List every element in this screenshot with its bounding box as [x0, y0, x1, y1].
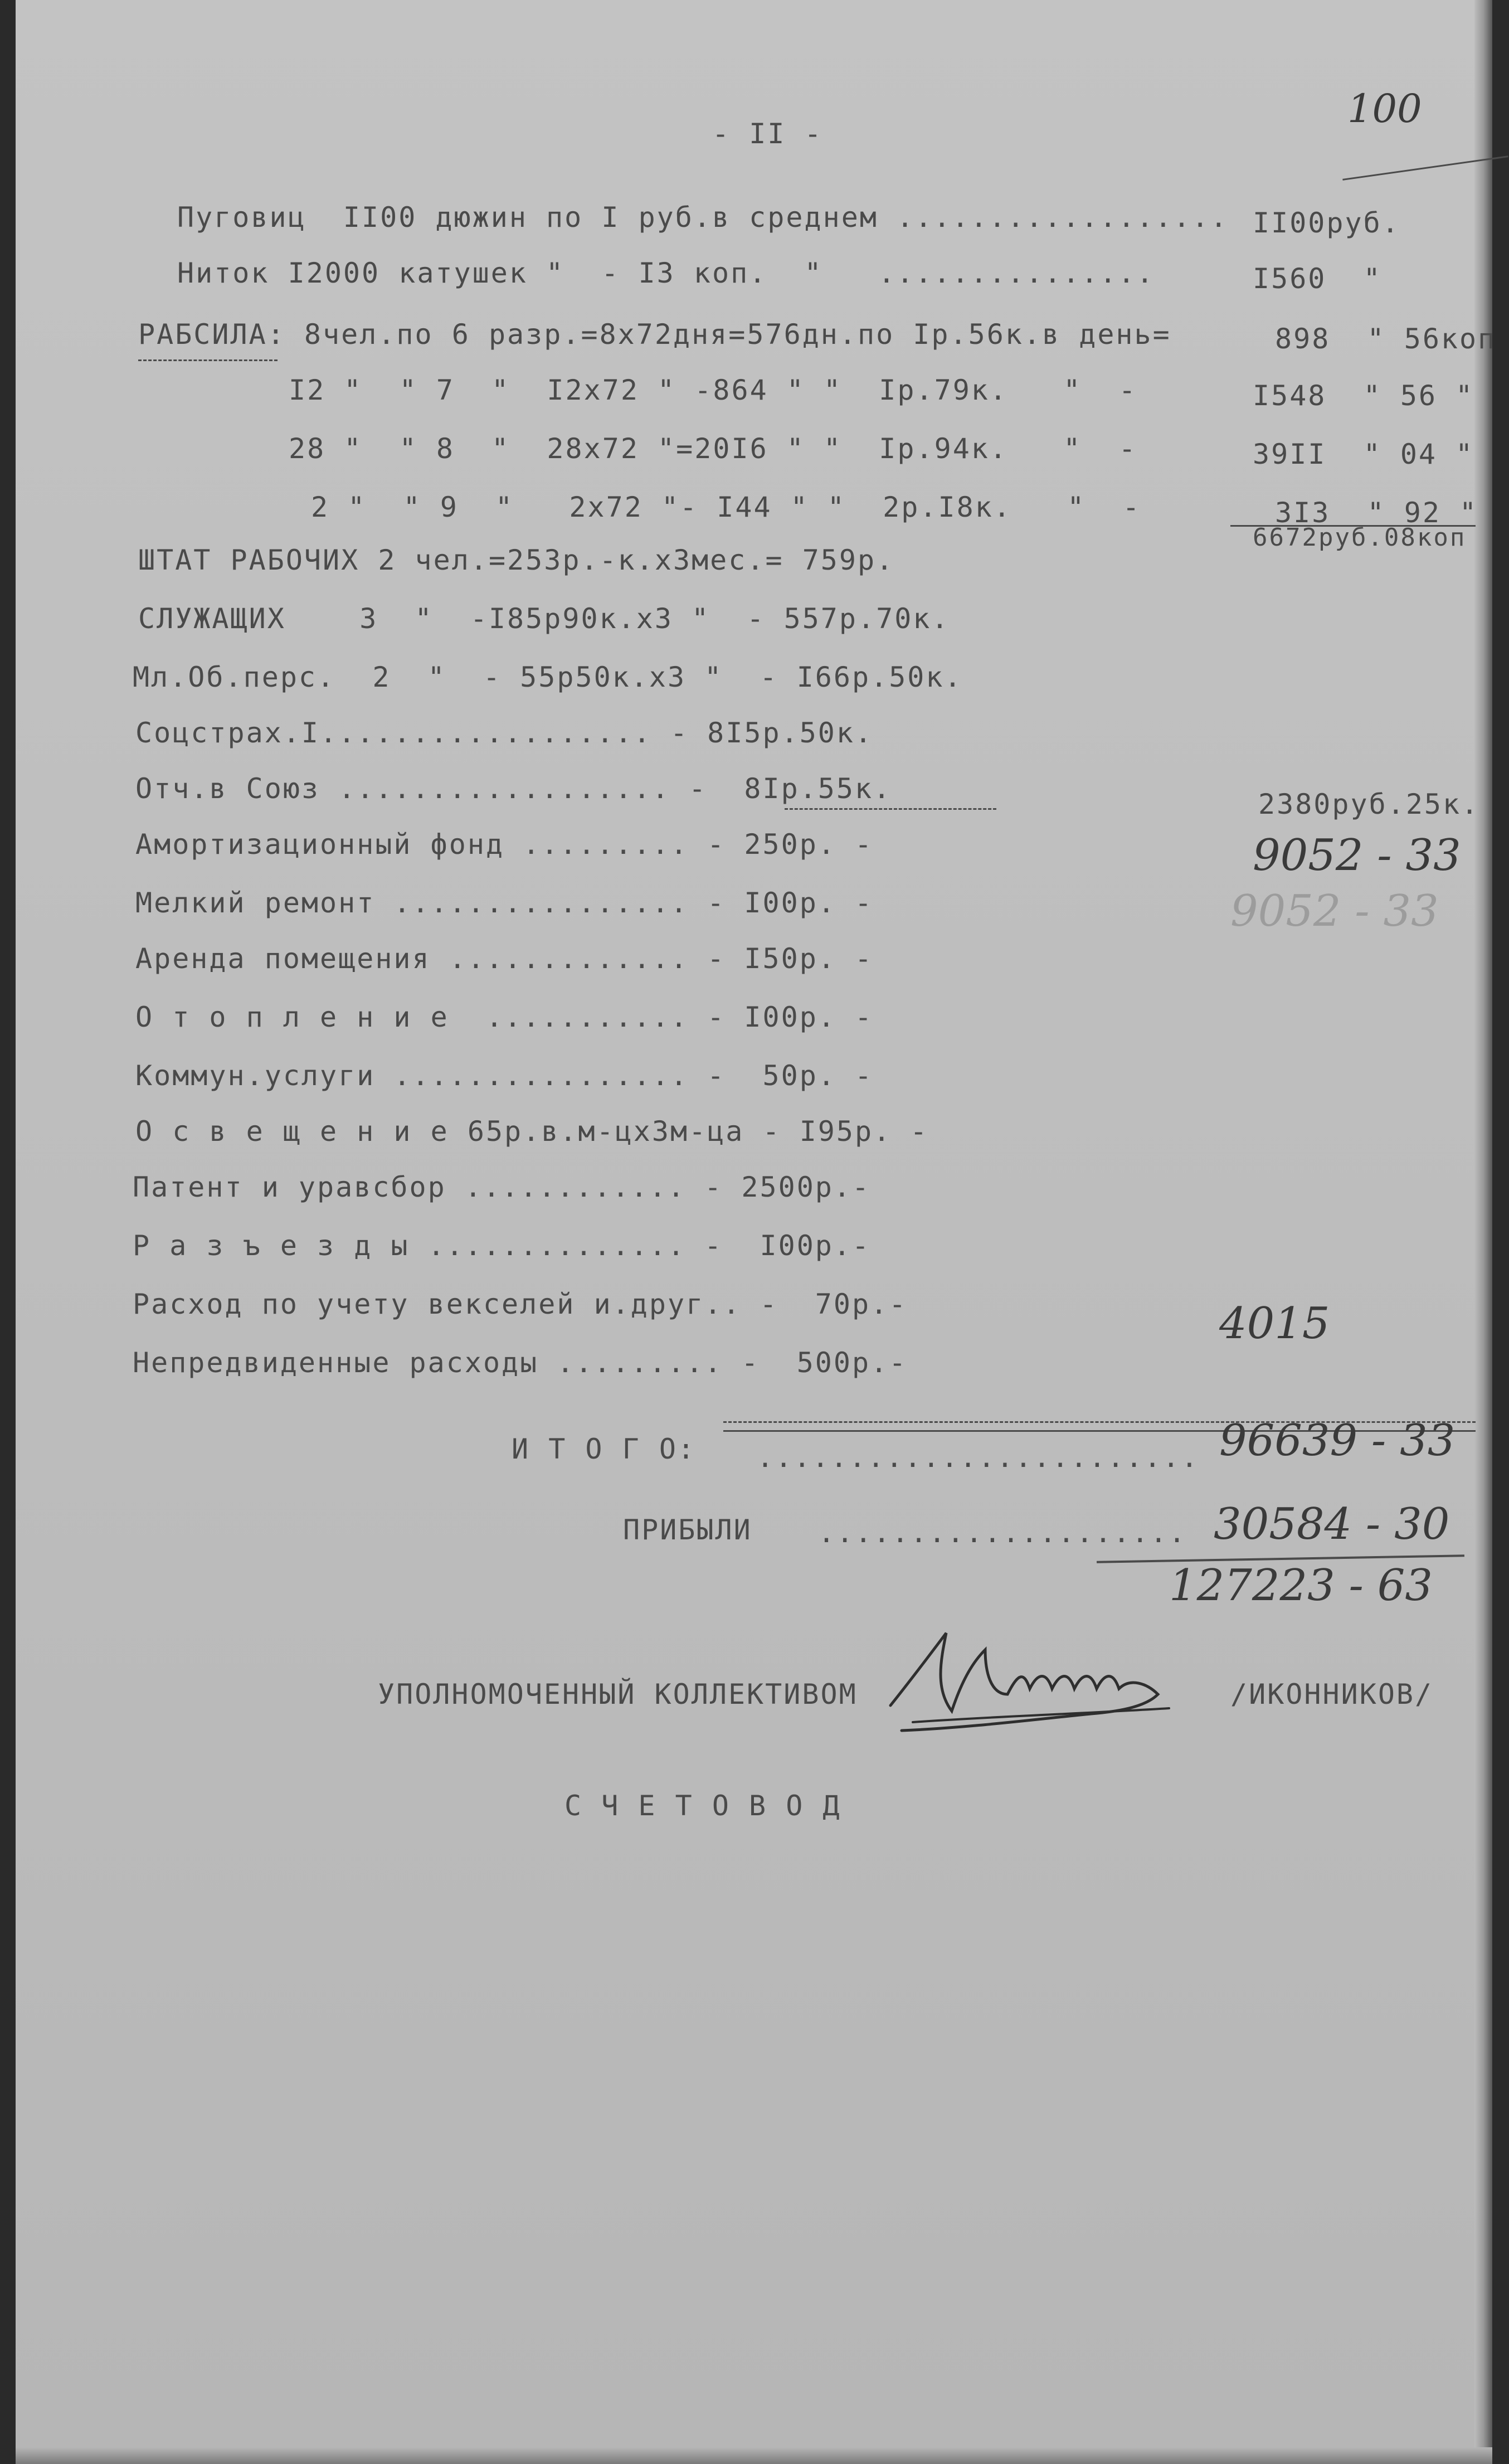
authorized-name: /ИКОННИКОВ/ [1230, 1678, 1434, 1710]
accountant-label: С Ч Е Т О В О Д [564, 1790, 841, 1822]
page-number: - II - [712, 118, 823, 150]
line-threads: Ниток I2000 катушек " - I3 коп. " ............... [177, 257, 1155, 289]
staff-total-handwritten: 9052 - 33 [1253, 830, 1461, 881]
expenses-total-handwritten: 4015 [1219, 1299, 1330, 1349]
line-patent: Патент и уравсбор ............ - 2500р.- [133, 1171, 871, 1203]
line-bills: Расход по учету векселей и.друг.. - 70р.- [133, 1288, 908, 1320]
amount-labor-3: 39II " 04 " [1253, 438, 1474, 470]
line-labor-1: РАБСИЛА: 8чел.по 6 разр.=8x72дня=576дн.по Iр.56к.в день= [138, 318, 1171, 351]
staff-total-faint: 9052 - 33 [1230, 886, 1439, 936]
line-lighting: О с в е щ е н и е 65р.в.м-цx3м-ца - I95р. - [135, 1115, 929, 1148]
authorized-label: УПОЛНОМОЧЕННЫЙ КОЛЛЕКТИВОМ [378, 1678, 858, 1710]
pribyli-label: ПРИБЫЛИ [623, 1514, 752, 1546]
line-labor-4: 2 " " 9 " 2x72 "- I44 " " 2р.I8к. " - [311, 491, 1141, 523]
line-staff-junior: Мл.Об.перс. 2 " - 55р50к.x3 " - I66р.50к. [133, 661, 963, 693]
sheet-edge [1474, 0, 1492, 2464]
line-utilities: Коммун.услуги ................ - 50р. - [135, 1060, 874, 1092]
line-heating: О т о п л е н и е ........... - I00р. - [135, 1001, 874, 1033]
amount-threads: I560 " [1253, 263, 1382, 295]
line-staff-insurance: Соцстрах.I.................. - 8I5р.50к. [135, 717, 874, 749]
line-labor-3: 28 " " 8 " 28x72 "=20I6 " " Iр.94к. " - [289, 432, 1137, 465]
signature-icon [879, 1611, 1191, 1756]
itogo-label: И Т О Г О: [512, 1433, 697, 1465]
staff-total: 2380руб.25к. [1258, 788, 1480, 820]
pribyli-dots: .................... [818, 1517, 1187, 1549]
labor-underline [138, 359, 278, 361]
line-travel: Р а з ъ е з д ы .............. - I00р.- [133, 1229, 871, 1262]
line-unforeseen: Непредвиденные расходы ......... - 500р.- [133, 1347, 908, 1379]
labor-total: 6672руб.08коп [1253, 523, 1467, 552]
itogo-amount: 96639 - 33 [1219, 1416, 1456, 1466]
amount-labor-4: 3I3 " 92 " [1275, 497, 1478, 529]
line-buttons: Пуговиц II00 дюжин по I руб.в среднем .................. [177, 201, 1229, 234]
amount-buttons: II00руб. [1253, 207, 1400, 239]
pribyli-amount: 30584 - 30 [1214, 1499, 1450, 1549]
line-labor-2: I2 " " 7 " I2x72 " -864 " " Iр.79к. " - [289, 374, 1137, 406]
line-repair: Мелкий ремонт ................ - I00р. - [135, 887, 874, 919]
line-staff-workers: ШТАТ РАБОЧИХ 2 чел.=253р.-к.x3мес.= 759р. [138, 544, 895, 576]
amount-labor-1: 898 " 56коп [1275, 323, 1497, 355]
amount-labor-2: I548 " 56 " [1253, 380, 1474, 412]
staff-sum-line [785, 808, 996, 810]
document-sheet [16, 0, 1497, 2464]
line-rent: Аренда помещения ............. - I50р. - [135, 942, 874, 975]
sheet-edge [16, 2447, 1492, 2464]
line-staff-union: Отч.в Союз .................. - 8Iр.55к. [135, 772, 892, 805]
line-depreciation: Амортизационный фонд ......... - 250р. - [135, 828, 874, 861]
itogo-dots: ........................ [757, 1441, 1200, 1474]
line-staff-employees: СЛУЖАЩИХ 3 " -I85р90к.x3 " - 557р.70к. [138, 602, 950, 635]
corner-note: 100 [1347, 86, 1422, 132]
grand-total: 127223 - 63 [1169, 1561, 1433, 1611]
